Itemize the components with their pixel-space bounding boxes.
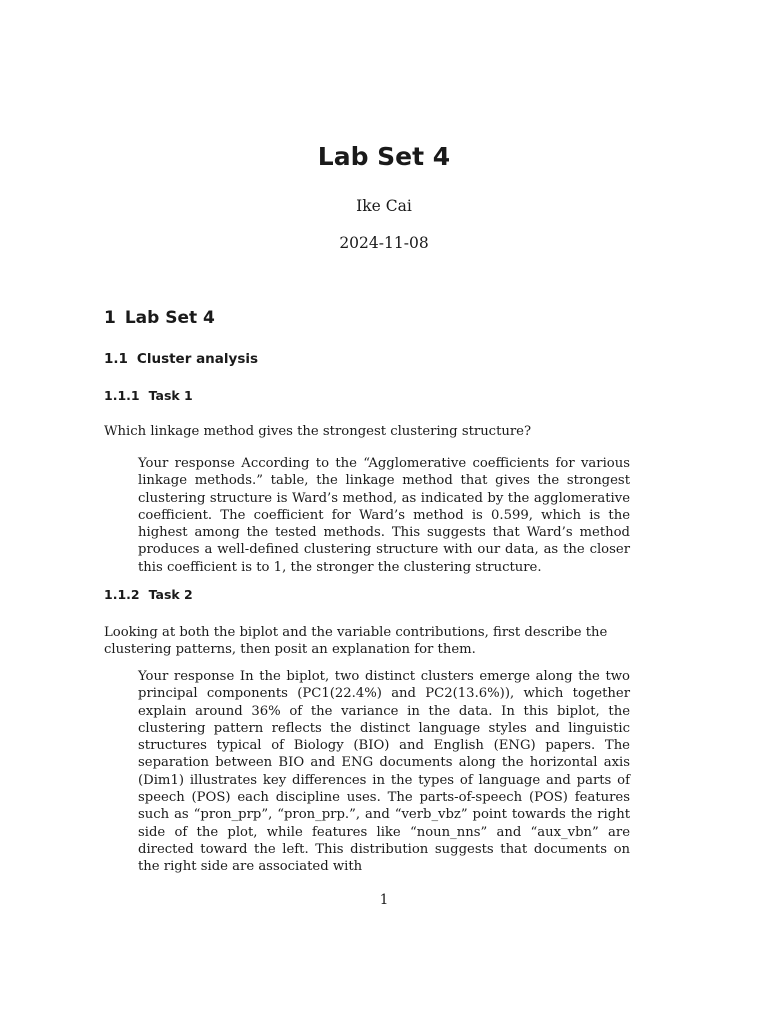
section-heading bbox=[104, 308, 215, 328]
subsection-number: 1.1 bbox=[104, 351, 128, 367]
task-1-heading bbox=[104, 388, 193, 403]
section-number: 1 bbox=[104, 308, 116, 328]
document-title: Lab Set 4 bbox=[317, 142, 451, 171]
task-2-number: 1.1.2 bbox=[104, 587, 140, 602]
task-1-title: Task 1 bbox=[148, 388, 193, 403]
task-1-number: 1.1.1 bbox=[104, 388, 140, 403]
page-number: 1 bbox=[379, 892, 389, 908]
task-1-response: Your response According to the “Agglomerative coefficients for various linkage methods.” table, the linkage method that gives the strongest clustering structure is Ward’s method, as indicated by the agglomerative coefficient. The coefficient for Ward’s method is 0.599, which is the highest among the tested methods. This suggests that Ward’s method produces a well-defined clustering structure with our data, as the closer this coefficient is to 1, the stronger the clustering structure. bbox=[138, 456, 630, 575]
subsection-heading bbox=[104, 351, 258, 367]
task-2-title: Task 2 bbox=[148, 587, 193, 602]
section-title: Lab Set 4 bbox=[124, 308, 215, 328]
task-2-response: Your response In the biplot, two distinct clusters emerge along the two principal components (PC1(22.4%) and PC2(13.6%)), which together explain around 36% of the variance in the data. In this biplot, the clustering pattern reflects the distinct language styles and linguistic structures typical of Biology (BIO) and English (ENG) papers. The separation between BIO and ENG documents along the horizontal axis (Dim1) illustrates key differences in the types of language and parts of speech (POS) each discipline uses. The parts-of-speech (POS) features such as “pron_prp”, “pron_prp.”, and “verb_vbz” point towards the right side of the plot, while features like “noun_nns” and “aux_vbn” are directed toward the left. This distribution suggests that documents on the right side are associated with bbox=[138, 669, 630, 875]
task-2-heading bbox=[104, 587, 193, 602]
document-author: Ike Cai bbox=[356, 197, 412, 215]
subsection-title: Cluster analysis bbox=[136, 351, 259, 367]
task-1-question: Which linkage method gives the strongest clustering structure? bbox=[104, 424, 532, 439]
document-date: 2024-11-08 bbox=[339, 234, 429, 252]
task-2-question: Looking at both the biplot and the variable contributions, first describe the clustering patterns, then posit an explanation for them. bbox=[104, 625, 608, 657]
